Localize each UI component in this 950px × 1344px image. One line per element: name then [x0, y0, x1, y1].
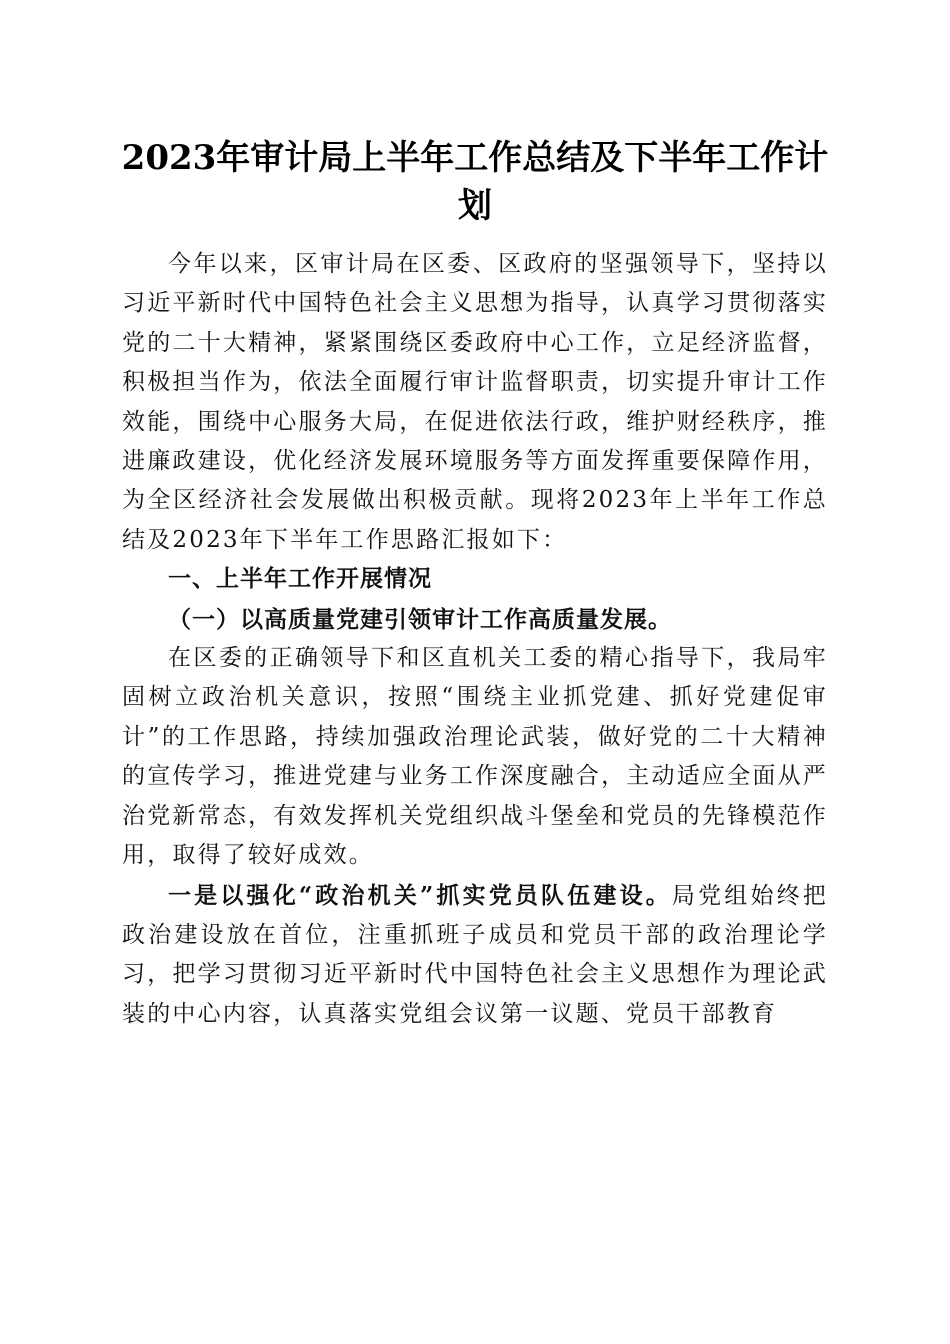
section-heading-1: 一、上半年工作开展情况 — [168, 566, 432, 593]
subsection-heading-1: （一）以高质量党建引领审计工作高质量发展。 — [168, 605, 672, 633]
point-1-lead: 一是以强化“政治机关”抓实党员队伍建设。 — [168, 881, 672, 909]
point-1-body: 局党组始终把政治建设放在首位，注重抓班子成员和党员干部的政治理论学习，把学习贯彻习近平新时代中国特色社会主义思想作为理论武装的中心内容，认真落实党组会议第一议题、党员干部教育 — [122, 882, 828, 1027]
document-body — [122, 245, 828, 1034]
subsection-1-paragraph: 在区委的正确领导下和区直机关工委的精心指导下，我局牢固树立政治机关意识，按照“围绕主业抓党建、抓好党建促审计”的工作思路，持续加强政治理论武装，做好党的二十大精神的宣传学习，推进党建与业务工作深度融合，主动适应全面从严治党新常态，有效发挥机关党组织战斗堡垒和党员的先锋模范作用，取得了较好成效。 — [122, 645, 828, 869]
intro-paragraph: 今年以来，区审计局在区委、区政府的坚强领导下，坚持以习近平新时代中国特色社会主义思想为指导，认真学习贯彻落实党的二十大精神，紧紧围绕区委政府中心工作，立足经济监督，积极担当作为，依法全面履行审计监督职责，切实提升审计工作效能，围绕中心服务大局，在促进依法行政，维护财经秩序，推进廉政建设，优化经济发展环境服务等方面发挥重要保障作用，为全区经济社会发展做出积极贡献。现将2023年上半年工作总结及2023年下半年工作思路汇报如下： — [122, 251, 828, 553]
point-1-paragraph — [122, 876, 828, 1035]
document-title: 2023年审计局上半年工作总结及下半年工作计划 — [121, 138, 829, 226]
